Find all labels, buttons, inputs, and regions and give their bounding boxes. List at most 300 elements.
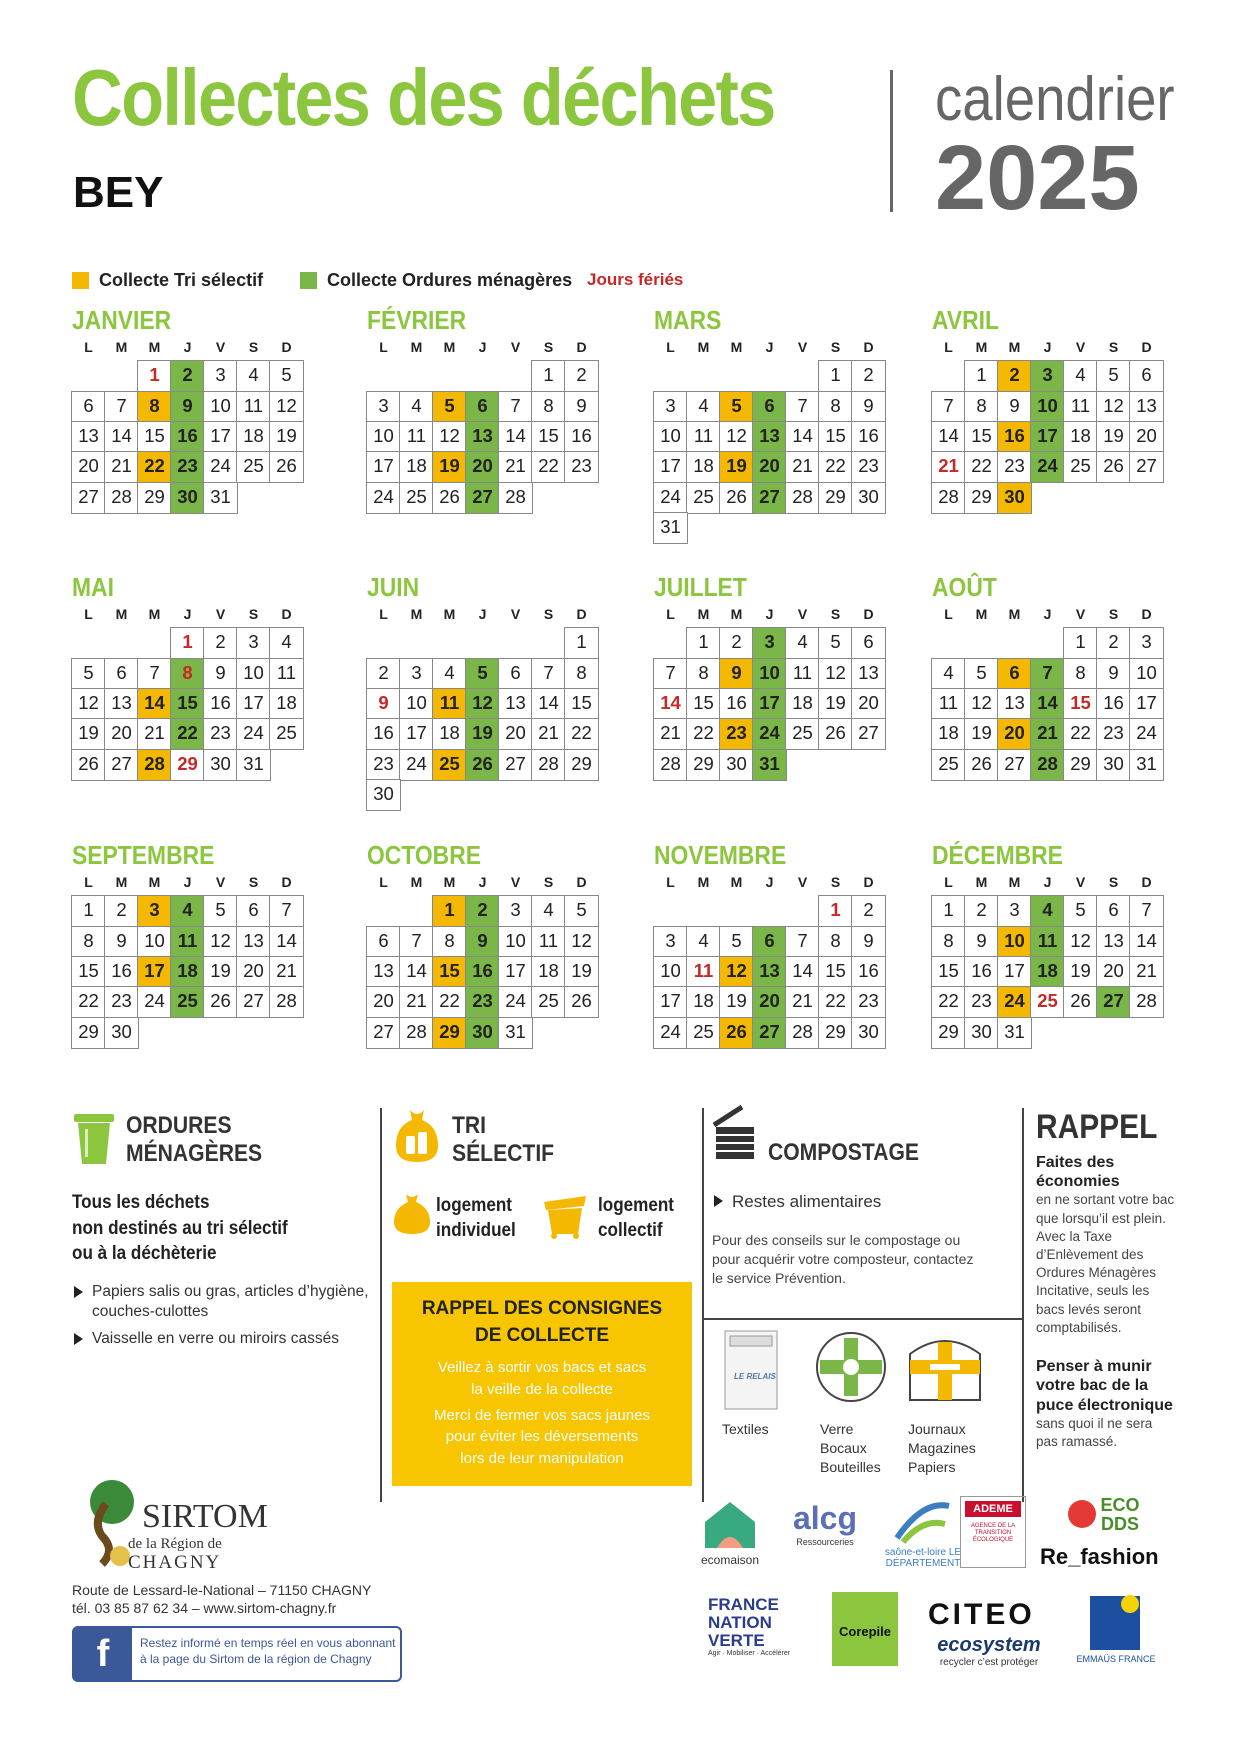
trash-bin-icon: [72, 1110, 116, 1166]
empty-cell: [686, 895, 721, 927]
commune-name: BEY: [73, 168, 164, 217]
day-cell: 18: [686, 451, 721, 483]
weekday-label: S: [543, 339, 554, 355]
day-cell: 16: [851, 421, 886, 453]
day-cell-om: 30: [465, 1017, 500, 1049]
section-divider: [380, 1108, 382, 1502]
weekday-label: J: [183, 339, 192, 355]
day-cell: 26: [1063, 986, 1098, 1018]
rappel-text-1: en ne sortant votre bac que lorsqu’il est plein. Avec la Taxe d’Enlèvement des Ordures Ménagères Incitative, seuls les bacs levés seront comptabilisés.: [1036, 1192, 1175, 1335]
month-block: [654, 840, 900, 1048]
om-intro-line1: Tous les déchets: [72, 1192, 210, 1213]
day-cell-tri: 22: [137, 451, 172, 483]
weekday-header: [367, 606, 613, 626]
day-cell: 21: [1129, 956, 1164, 988]
day-cell: 31: [1129, 749, 1164, 781]
weekday-label: S: [1108, 339, 1119, 355]
weekday-label: D: [576, 606, 587, 622]
day-cell: 29: [818, 1017, 853, 1049]
legend-tri-label: Collecte Tri sélectif: [99, 270, 264, 290]
ademe-label: ADEME: [965, 1501, 1021, 1517]
day-cell: 14: [531, 688, 566, 720]
day-cell-om: 17: [1030, 421, 1065, 453]
tri-title-line2: SÉLECTIF: [452, 1140, 555, 1167]
calendar-word: calendrier: [935, 65, 1175, 134]
day-cell: 11: [269, 658, 304, 690]
day-cell: 30: [851, 482, 886, 514]
day-cell-om: 13: [465, 421, 500, 453]
tri-title-line1: TRI: [452, 1112, 487, 1139]
saone-et-loire-icon: [893, 1498, 953, 1544]
day-cell: 16: [719, 688, 754, 720]
day-cell-tri: 6: [997, 658, 1032, 690]
day-cell: 22: [686, 718, 721, 750]
day-cell: 14: [1129, 926, 1164, 958]
day-cell: 7: [931, 391, 966, 423]
empty-cell: [931, 360, 966, 392]
day-cell-om: 31: [752, 749, 787, 781]
day-cell-om: 24: [752, 718, 787, 750]
day-cell: 28: [1129, 986, 1164, 1018]
day-cell: 16: [1096, 688, 1131, 720]
day-cell: 19: [203, 956, 238, 988]
day-cell: 3: [997, 895, 1032, 927]
day-cell-ferie: 15: [1063, 688, 1098, 720]
weekday-label: L: [944, 606, 953, 622]
day-cell: 4: [686, 391, 721, 423]
day-cell-ferie: 9: [366, 688, 401, 720]
day-cell: 3: [498, 895, 533, 927]
facebook-text: Restez informé en temps réel en vous abonnant à la page du Sirtom de la région de Chagny: [140, 1636, 396, 1666]
rappel-section: [1036, 1108, 1176, 1451]
weekday-label: S: [543, 874, 554, 890]
day-cell: 22: [1063, 718, 1098, 750]
weekday-label: J: [765, 874, 774, 890]
weekday-label: J: [765, 606, 774, 622]
day-cell: 31: [236, 749, 271, 781]
weekday-label: L: [84, 874, 93, 890]
weekday-label: M: [410, 339, 423, 355]
day-cell: 21: [269, 956, 304, 988]
weekday-label: S: [830, 339, 841, 355]
day-cell: 3: [399, 658, 434, 690]
day-cell: 10: [653, 956, 688, 988]
citeo-logo: CITEO: [928, 1598, 1035, 1631]
weekday-label: M: [1008, 874, 1021, 890]
day-cell: 25: [531, 986, 566, 1018]
section-divider: [1022, 1108, 1024, 1502]
day-cell-om: 2: [465, 895, 500, 927]
weekday-label: D: [281, 606, 292, 622]
tri-collectif-line1: logement: [598, 1195, 675, 1216]
weekday-label: L: [666, 874, 675, 890]
day-cell: 4: [531, 895, 566, 927]
weekday-label: V: [797, 874, 808, 890]
weekday-label: M: [975, 874, 988, 890]
day-cell: 1: [531, 360, 566, 392]
month-block: [72, 572, 318, 780]
day-cell: 6: [1096, 895, 1131, 927]
empty-cell: [71, 360, 106, 392]
yellow-bag-icon: [392, 1108, 442, 1164]
day-cell: 12: [71, 688, 106, 720]
om-intro-line3: ou à la déchèterie: [72, 1243, 217, 1265]
weekday-label: M: [410, 606, 423, 622]
day-cell: 18: [269, 688, 304, 720]
day-cell: 21: [785, 986, 820, 1018]
weekday-label: D: [281, 339, 292, 355]
corepile-logo: [832, 1592, 898, 1666]
day-cell: 14: [104, 421, 139, 453]
day-cell: 12: [719, 421, 754, 453]
day-cell-om: 16: [170, 421, 205, 453]
day-grid: [654, 361, 900, 543]
empty-cell: [785, 895, 820, 927]
day-cell-tri: 19: [432, 451, 467, 483]
day-cell: 10: [399, 688, 434, 720]
ecodds-label: ECO DDS: [1100, 1495, 1140, 1534]
tri-individuel-line2: individuel: [436, 1219, 516, 1241]
day-cell: 8: [686, 658, 721, 690]
month-name: OCTOBRE: [367, 840, 481, 870]
day-cell: 27: [71, 482, 106, 514]
day-cell: 2: [964, 895, 999, 927]
empty-cell: [465, 627, 500, 659]
empty-cell: [104, 627, 139, 659]
day-cell: 28: [498, 482, 533, 514]
day-cell-om: 5: [465, 658, 500, 690]
month-name: JUILLET: [654, 572, 747, 602]
day-cell: 20: [851, 688, 886, 720]
weekday-label: L: [84, 606, 93, 622]
day-cell-om: 20: [465, 451, 500, 483]
empty-cell: [366, 895, 401, 927]
day-cell: 28: [653, 749, 688, 781]
day-cell-om: 9: [170, 391, 205, 423]
day-cell: 14: [269, 926, 304, 958]
day-cell-tri: 30: [997, 482, 1032, 514]
om-items: [72, 1282, 372, 1356]
weekday-label: S: [248, 606, 259, 622]
page-title: Collectes des déchets: [72, 53, 775, 142]
day-cell: 3: [653, 391, 688, 423]
day-cell: 20: [71, 451, 106, 483]
weekday-label: D: [1141, 339, 1152, 355]
weekday-label: L: [379, 339, 388, 355]
day-cell: 6: [1129, 360, 1164, 392]
weekday-label: M: [148, 606, 161, 622]
individual-bag-icon: [392, 1192, 432, 1236]
day-cell: 17: [997, 956, 1032, 988]
day-cell: 19: [1063, 956, 1098, 988]
day-cell: 14: [931, 421, 966, 453]
weekday-label: M: [443, 606, 456, 622]
day-cell: 28: [785, 1017, 820, 1049]
day-cell: 28: [785, 482, 820, 514]
day-cell: 15: [964, 421, 999, 453]
day-cell-tri: 24: [997, 986, 1032, 1018]
compost-item: Restes alimentaires: [712, 1191, 1012, 1213]
day-cell: 8: [964, 391, 999, 423]
day-cell: 10: [236, 658, 271, 690]
rappel-text-2: sans quoi il ne sera pas ramassé.: [1036, 1415, 1153, 1449]
day-cell: 26: [269, 451, 304, 483]
papier-label: [908, 1420, 976, 1477]
empty-cell: [653, 895, 688, 927]
compost-separator: [702, 1318, 1022, 1320]
empty-cell: [71, 627, 106, 659]
day-cell-tri: 10: [997, 926, 1032, 958]
day-cell: 28: [269, 986, 304, 1018]
day-cell: 13: [1129, 391, 1164, 423]
sirtom-logo: [72, 1476, 372, 1574]
textile-container-icon: [724, 1330, 778, 1410]
empty-cell: [719, 895, 754, 927]
day-grid: [654, 628, 900, 780]
alcg-label: alcg: [792, 1500, 858, 1536]
day-cell: 6: [236, 895, 271, 927]
weekday-label: L: [944, 339, 953, 355]
day-cell: 7: [531, 658, 566, 690]
day-cell: 21: [653, 718, 688, 750]
legend-tri: [72, 270, 263, 291]
empty-cell: [686, 360, 721, 392]
month-block: [367, 840, 613, 1048]
day-cell-om: 24: [1030, 451, 1065, 483]
ecodds-logo: [1040, 1496, 1160, 1536]
weekday-header: [72, 606, 318, 626]
weekday-label: S: [830, 606, 841, 622]
weekday-label: D: [576, 874, 587, 890]
day-cell: 26: [818, 718, 853, 750]
day-cell: 11: [1063, 391, 1098, 423]
day-cell: 8: [818, 926, 853, 958]
weekday-label: D: [1141, 606, 1152, 622]
month-block: [932, 572, 1178, 780]
day-cell: 12: [964, 688, 999, 720]
empty-cell: [366, 627, 401, 659]
weekday-label: D: [863, 874, 874, 890]
day-cell-tri: 19: [719, 451, 754, 483]
day-cell: 7: [653, 658, 688, 690]
weekday-label: M: [730, 606, 743, 622]
day-cell-ferie: 21: [931, 451, 966, 483]
rappel-bold-2: Penser à munir votre bac de la puce électronique: [1036, 1358, 1173, 1414]
papier-line: Papiers: [908, 1458, 956, 1475]
day-cell: 28: [531, 749, 566, 781]
day-cell: 2: [203, 627, 238, 659]
weekday-label: V: [1075, 606, 1086, 622]
day-cell: 26: [71, 749, 106, 781]
month-block: [72, 305, 318, 513]
day-cell: 7: [785, 926, 820, 958]
day-cell: 12: [269, 391, 304, 423]
day-cell: 21: [785, 451, 820, 483]
weekday-label: M: [697, 606, 710, 622]
day-cell: 9: [104, 926, 139, 958]
day-cell-om: 18: [1030, 956, 1065, 988]
day-cell-ferie: 1: [818, 895, 853, 927]
day-cell: 1: [71, 895, 106, 927]
day-cell: 9: [997, 391, 1032, 423]
day-cell: 15: [531, 421, 566, 453]
day-cell: 13: [104, 688, 139, 720]
empty-cell: [498, 360, 533, 392]
day-cell-om: 11: [170, 926, 205, 958]
day-cell: 3: [236, 627, 271, 659]
weekday-label: M: [443, 874, 456, 890]
papier-line: Journaux: [908, 1421, 966, 1437]
tri-individuel: [436, 1194, 516, 1243]
day-cell: 30: [851, 1017, 886, 1049]
day-cell-om: 11: [1030, 926, 1065, 958]
weekday-label: M: [975, 606, 988, 622]
paper-container-icon: [904, 1334, 986, 1406]
weekday-label: L: [379, 606, 388, 622]
day-cell: 1: [564, 627, 599, 659]
weekday-label: S: [248, 874, 259, 890]
day-cell-om: 27: [1096, 986, 1131, 1018]
day-cell: 13: [997, 688, 1032, 720]
day-cell: 18: [236, 421, 271, 453]
day-grid: [932, 361, 1178, 513]
day-cell: 11: [531, 926, 566, 958]
weekday-header: [932, 874, 1178, 894]
day-cell: 18: [399, 451, 434, 483]
day-cell: 21: [531, 718, 566, 750]
day-cell-om: 16: [465, 956, 500, 988]
day-cell: 7: [498, 391, 533, 423]
om-swatch-icon: [300, 272, 317, 289]
day-cell: 16: [851, 956, 886, 988]
day-cell: 19: [964, 718, 999, 750]
header-divider: [890, 70, 893, 212]
weekday-label: M: [697, 339, 710, 355]
day-cell-tri: 3: [137, 895, 172, 927]
day-cell: 15: [564, 688, 599, 720]
composter-icon: [712, 1105, 758, 1161]
day-cell: 27: [851, 718, 886, 750]
day-cell: 13: [366, 956, 401, 988]
day-cell: 15: [71, 956, 106, 988]
day-cell-om: 23: [170, 451, 205, 483]
day-cell: 19: [269, 421, 304, 453]
month-name: AVRIL: [932, 305, 999, 335]
day-cell-om: 20: [752, 451, 787, 483]
empty-cell: [137, 627, 172, 659]
day-cell-tri: 16: [997, 421, 1032, 453]
day-cell-ferie: 29: [170, 749, 205, 781]
month-name: DÉCEMBRE: [932, 840, 1063, 870]
day-cell: 30: [964, 1017, 999, 1049]
day-cell: 18: [686, 986, 721, 1018]
weekday-header: [72, 874, 318, 894]
day-cell: 17: [366, 451, 401, 483]
day-cell-tri: 29: [432, 1017, 467, 1049]
day-cell: 7: [399, 926, 434, 958]
day-cell: 15: [686, 688, 721, 720]
day-cell-om: 23: [465, 986, 500, 1018]
day-cell-om: 3: [1030, 360, 1065, 392]
legend-om-label: Collecte Ordures ménagères: [327, 270, 573, 290]
day-cell: 24: [399, 749, 434, 781]
consignes-text-1-line1: Veillez à sortir vos bacs et sacs: [437, 1359, 647, 1377]
ecomaison-icon: [703, 1500, 757, 1550]
weekday-header: [932, 606, 1178, 626]
weekday-label: V: [1075, 339, 1086, 355]
weekday-header: [932, 339, 1178, 359]
day-cell-tri: 8: [137, 391, 172, 423]
weekday-header: [367, 339, 613, 359]
france-nation-verte-logo: [708, 1596, 808, 1672]
empty-cell: [399, 360, 434, 392]
empty-cell: [785, 360, 820, 392]
section-divider: [702, 1108, 704, 1502]
legend-om: [300, 270, 572, 291]
day-cell: 20: [1129, 421, 1164, 453]
day-cell-tri: 28: [137, 749, 172, 781]
rappel-title: RAPPEL: [1036, 1108, 1158, 1146]
day-cell: 25: [785, 718, 820, 750]
sirtom-name: SIRTOM: [142, 1498, 268, 1535]
weekday-label: L: [379, 874, 388, 890]
day-cell-om: 18: [170, 956, 205, 988]
day-cell: 7: [1129, 895, 1164, 927]
empty-cell: [653, 360, 688, 392]
empty-cell: [399, 895, 434, 927]
day-cell: 22: [432, 986, 467, 1018]
weekday-label: S: [543, 606, 554, 622]
weekday-label: V: [510, 606, 521, 622]
day-cell: 14: [498, 421, 533, 453]
day-cell: 17: [236, 688, 271, 720]
day-cell: 1: [931, 895, 966, 927]
day-cell: 26: [564, 986, 599, 1018]
day-cell: 7: [137, 658, 172, 690]
day-cell-om: 2: [170, 360, 205, 392]
weekday-header: [367, 874, 613, 894]
day-cell: 27: [236, 986, 271, 1018]
weekday-header: [654, 339, 900, 359]
day-cell: 1: [1063, 627, 1098, 659]
month-block: [932, 305, 1178, 513]
day-cell: 24: [366, 482, 401, 514]
day-cell: 17: [203, 421, 238, 453]
verre-line: Bouteilles: [820, 1458, 881, 1475]
day-cell: 4: [931, 658, 966, 690]
day-cell: 12: [203, 926, 238, 958]
saone-et-loire-label: saône-et-loire LE DÉPARTEMENT: [884, 1547, 962, 1569]
om-item: Papiers salis ou gras, articles d’hygiène, couches-culottes: [72, 1282, 372, 1322]
weekday-label: J: [765, 339, 774, 355]
empty-cell: [366, 360, 401, 392]
weekday-header: [654, 874, 900, 894]
weekday-label: M: [148, 874, 161, 890]
facebook-banner[interactable]: [72, 1626, 402, 1682]
month-name: MAI: [72, 572, 114, 602]
day-cell: 16: [964, 956, 999, 988]
weekday-label: S: [1108, 606, 1119, 622]
day-cell: 6: [366, 926, 401, 958]
calendar-year: 2025: [935, 127, 1140, 229]
day-cell: 15: [137, 421, 172, 453]
day-cell: 1: [964, 360, 999, 392]
consignes-text-1-line2: la veille de la collecte: [471, 1380, 613, 1398]
empty-cell: [465, 360, 500, 392]
weekday-label: J: [183, 874, 192, 890]
day-cell: 23: [851, 986, 886, 1018]
day-cell-ferie: 8: [170, 658, 205, 690]
